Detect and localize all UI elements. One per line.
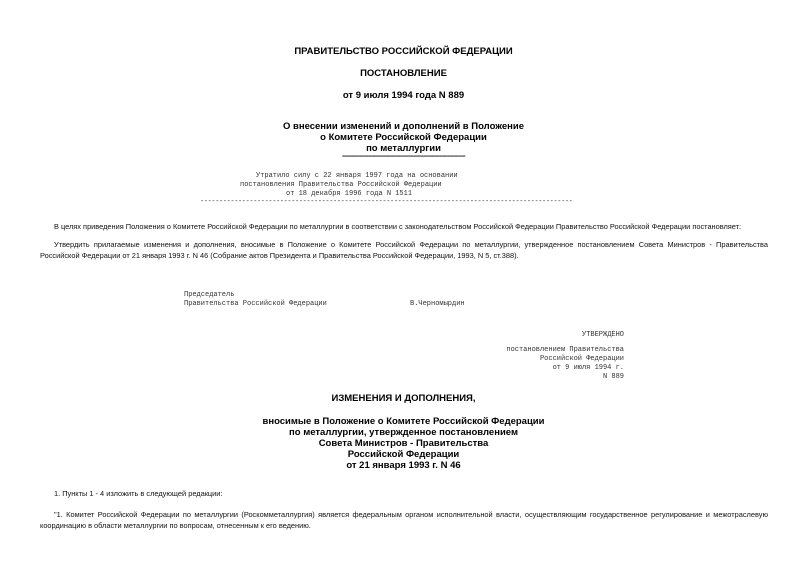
approved-label: УТВЕРЖДЕНО — [582, 331, 625, 339]
preamble-text: В целях приведения Положения о Комитете Российской Федерации по металлургии в соответствии с законодательством Российской Федерации Правительство Российской Федерации постановляет: — [54, 222, 742, 231]
approved-line-1: постановлением Правительства — [506, 346, 624, 354]
changes-subtitle-line-5: от 21 января 1993 г. N 46 — [346, 460, 461, 471]
change-item-1-content-paragraph — [40, 509, 768, 531]
document-date-number: от 9 июля 1994 года N 889 — [342, 90, 465, 101]
change-item-1-text: 1. Пункты 1 - 4 изложить в следующей редакции: — [54, 489, 223, 498]
document-type: ПОСТАНОВЛЕНИЕ — [360, 68, 447, 79]
void-note-line-3: от 18 декабря 1996 года N 1511 — [286, 190, 413, 198]
changes-subtitle-line-3: Совета Министров - Правительства — [318, 438, 489, 449]
void-note-rule: -------------------------------------------------------------------------------------------------- — [200, 198, 573, 206]
resolution-paragraph — [40, 239, 768, 261]
change-item-1-content-text: "1. Комитет Российской Федерации по металлургии (Роскомметаллургия) является федеральным органом исполнительной власти, осуществляющим государственное регулирование и межотраслевую координацию в области металлургии по вопросам, отнесенным к его ведению. — [40, 510, 768, 530]
changes-heading: ИЗМЕНЕНИЯ И ДОПОЛНЕНИЯ, — [331, 393, 476, 404]
signature-name: В.Черномырдин — [410, 300, 465, 308]
approved-line-3: от 9 июля 1994 г. — [552, 364, 624, 372]
changes-subtitle-line-1: вносимые в Положение о Комитете Российской Федерации — [262, 416, 545, 427]
document-title-line-2: о Комитете Российской Федерации — [320, 132, 487, 143]
approved-line-4: N 889 — [602, 373, 624, 381]
preamble-paragraph — [40, 221, 768, 232]
government-title: ПРАВИТЕЛЬСТВО РОССИЙСКОЙ ФЕДЕРАЦИИ — [294, 46, 513, 57]
approved-line-2: Российской Федерации — [539, 355, 624, 363]
changes-subtitle-line-4: Российской Федерации — [347, 449, 460, 460]
document-title-line-1: О внесении изменений и дополнений в Положение — [282, 121, 525, 132]
document-title-line-3: по металлургии — [366, 143, 441, 154]
title-rule: ----------------------------------------------------------------------- — [342, 153, 465, 160]
signature-role-line-1: Председатель — [184, 291, 235, 299]
signature-role-line-2: Правительства Российской Федерации — [184, 300, 327, 308]
void-note-line-1: Утратило силу с 22 января 1997 года на основании — [256, 172, 458, 180]
changes-subtitle-line-2: по металлургии, утвержденное постановлением — [289, 427, 518, 438]
void-note-line-2: постановления Правительства Российской Федерации — [240, 181, 442, 189]
change-item-1-paragraph — [40, 488, 768, 499]
resolution-text: Утвердить прилагаемые изменения и дополнения, вносимые в Положение о Комитете Российской Федерации по металлургии, утвержденное постановлением Совета Министров - Правительства Российской Федерации от 21 января 1993 г. N 46 (Собрание актов Президента и Правительства Российской Федерации, 1993, N 5, ст.388). — [40, 240, 768, 260]
